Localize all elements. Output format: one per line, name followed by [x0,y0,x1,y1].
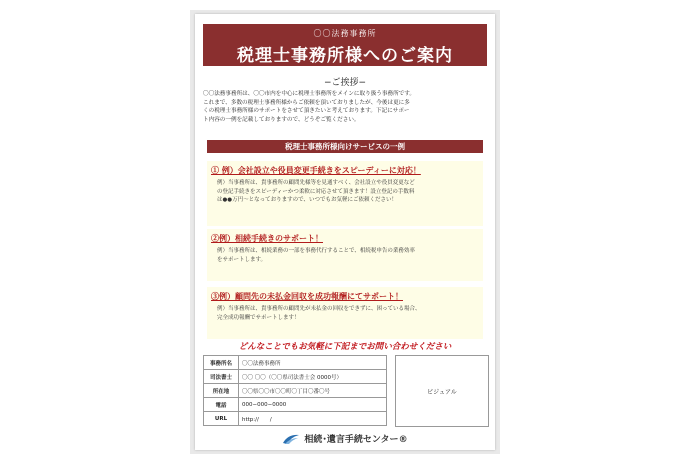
row-label: URL [204,412,239,426]
row-label: 事務所名 [204,356,239,370]
office-name: 〇〇法務事務所 [313,29,377,38]
logo-text: 相続･遺言手続センター® [304,435,408,445]
row-value: 〇〇 〇〇（〇〇県司法書士会 0000号） [239,370,387,384]
case-body: 例）当事務所は、貴事務所の顧問先が未払金の回収をできずに、困っている場合、 完全成功報酬でサポートします！ [217,306,421,321]
table-row [204,412,387,426]
table-row [204,356,387,370]
table-row [204,370,387,384]
case-title: ②例）相続手続きのサポート！ [211,233,323,243]
row-value: 〇〇法務事務所 [239,356,387,370]
flyer-title: 税理士事務所様へのご案内 [237,46,453,66]
visual-label: ビジュアル [427,388,457,396]
contact-call-to-action: どんなことでもお気軽に下記までお問い合わせください [238,342,452,352]
service-case-3 [207,287,483,339]
flyer-page [195,14,495,450]
service-section-header: 税理士事務所様向けサービスの一例 [207,140,483,153]
greeting-title: −ご挨拶− [323,78,367,88]
row-label: 所在地 [204,384,239,398]
row-value: http:// / [239,412,387,426]
case-title: ① 例）会社設立や役員変更手続きをスピーディーに対応！ [211,165,421,175]
contact-info-table [203,355,387,426]
service-case-1 [207,161,483,226]
center-logo [195,432,495,445]
row-value: 000−000−0000 [239,398,387,412]
case-body: 例）当事務所は、貴事務所の顧問先様等を見通すべく、会社設立や役員変更など の登記手続きをスピーディーかつ柔軟に対応させて頂きます！設立登記の手数料 は●●万円〜となっておりますので、いつでもお気軽にご依頼ください！ [217,180,415,203]
service-case-2 [207,229,483,281]
visual-placeholder [395,355,489,427]
logo-swoosh-icon [282,433,300,445]
row-label: 電話 [204,398,239,412]
table-row [204,384,387,398]
table-row [204,398,387,412]
case-title: ③例）顧問先の未払金回収を成功報酬にてサポート！ [211,291,403,301]
case-body: 例）当事務所は、相続業務の一部を事務代行することで、相続税申告の業務効率 をサポートします。 [217,248,415,263]
greeting-body: 〇〇法務事務所は、〇〇市内を中心に税理士事務所をメインに取り扱う事務所です。 これまで、多数の税理士事務所様からご依頼を頂いておりましたが、今後は更に多 くの税理士事務所様のサポートをさせて頂きたいと考えております。下記にサポー ト内容の一例を記載しておりますので、どうぞご覧ください。 [203,91,416,123]
header-banner [203,24,487,66]
row-value: 〇〇県〇〇市〇〇町〇丁目〇番〇号 [239,384,387,398]
row-label: 司法書士 [204,370,239,384]
